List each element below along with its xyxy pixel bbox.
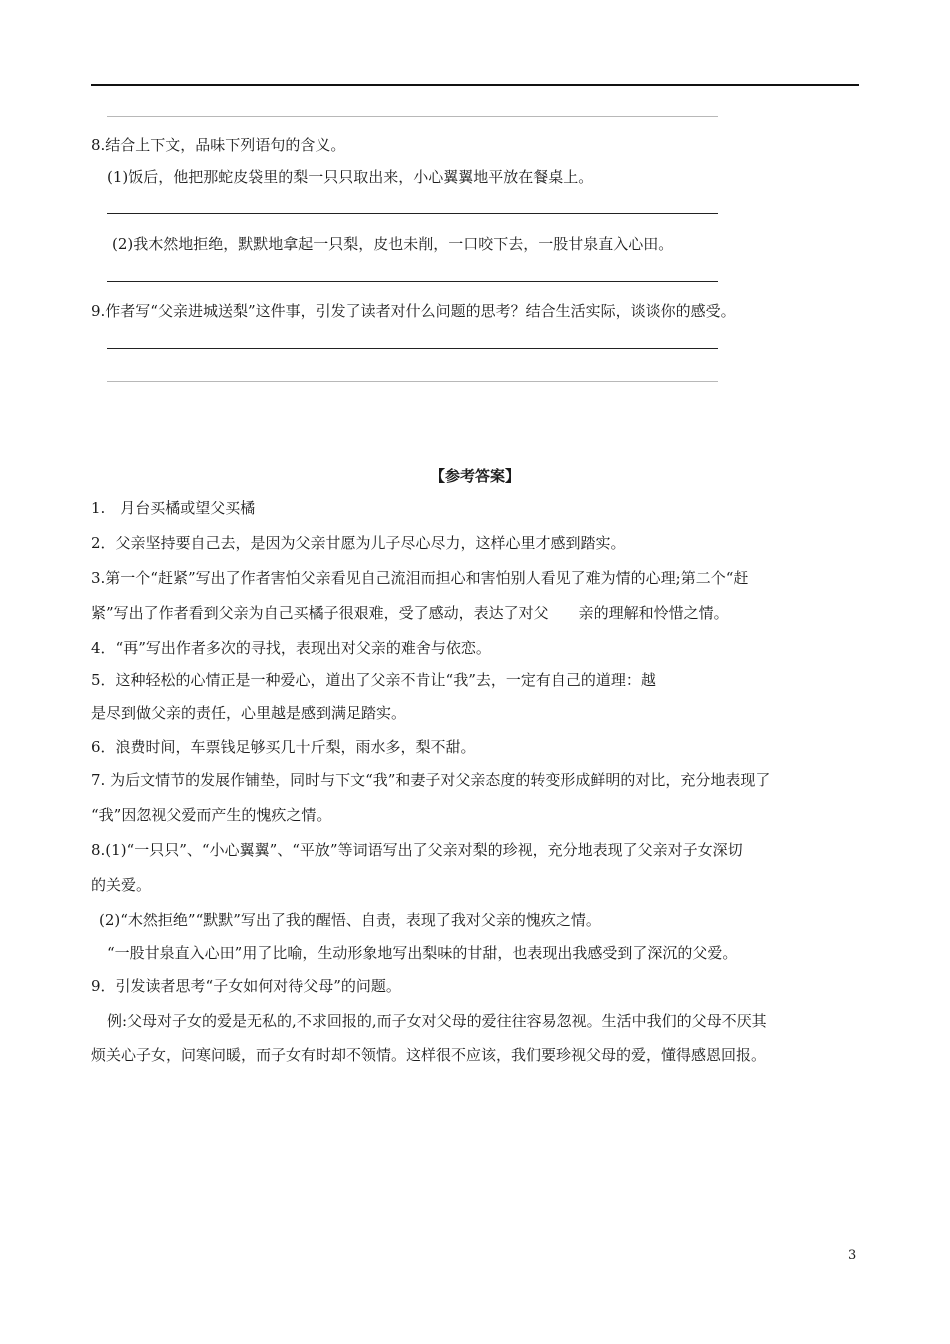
answer-line: [107, 213, 718, 214]
answer-line: [107, 281, 718, 282]
question-8-prompt: 8.结合上下文，品味下列语句的含义。: [91, 136, 346, 154]
answer-8-line-1: 8.(1)“一只只”、“小心翼翼”、“平放”等词语写出了父亲对梨的珍视，充分地表现了父亲对子女深切: [91, 841, 743, 859]
answer-4: 4．“再”写出作者多次的寻找，表现出对父亲的难舍与依恋。: [91, 639, 491, 657]
answer-line: [107, 348, 718, 349]
answer-9-line-1: 9．引发读者思考“子女如何对待父母”的问题。: [91, 977, 401, 995]
question-8-item-1: (1)饭后，他把那蛇皮袋里的梨一只只取出来，小心翼翼地平放在餐桌上。: [107, 168, 594, 186]
question-8-item-2: (2)我木然地拒绝，默默地拿起一只梨，皮也未削，一口咬下去，一股甘泉直入心田。: [112, 235, 674, 253]
answer-9-line-3: 烦关心子女，问寒问暖，而子女有时却不领情。这样很不应该，我们要珍视父母的爱，懂得感恩回报。: [91, 1046, 767, 1064]
answers-heading: 【参考答案】: [429, 467, 520, 485]
answer-8-line-2: 的关爱。: [91, 876, 152, 894]
answer-2: 2．父亲坚持要自己去，是因为父亲甘愿为儿子尽心尽力，这样心里才感到踏实。: [91, 534, 626, 552]
answer-8-line-4: “一股甘泉直入心田”用了比喻，生动形象地写出梨味的甘甜，也表现出我感受到了深沉的父爱。: [107, 944, 738, 962]
answer-1: 1. 月台买橘或望父买橘: [91, 499, 256, 517]
answer-7-line-1: 7. 为后文情节的发展作铺垫，同时与下文“我”和妻子对父亲态度的转变形成鲜明的对比，充分地表现了: [91, 771, 771, 789]
answer-7-line-2: “我”因忽视父爱而产生的愧疚之情。: [91, 806, 332, 824]
answer-line: [107, 116, 718, 117]
answer-9-line-2: 例:父母对子女的爱是无私的,不求回报的,而子女对父母的爱往往容易忽视。生活中我们的父母不厌其: [107, 1012, 767, 1030]
answer-3-line-1: 3.第一个“赶紧”写出了作者害怕父亲看见自己流泪而担心和害怕别人看见了难为情的心理;第二个“赶: [91, 569, 749, 587]
page-number: 3: [848, 1248, 857, 1263]
answer-6: 6．浪费时间，车票钱足够买几十斤梨，雨水多，梨不甜。: [91, 738, 476, 756]
answer-5-line-2: 是尽到做父亲的责任，心里越是感到满足踏实。: [91, 704, 407, 722]
answer-line: [107, 381, 718, 382]
answer-5-line-1: 5．这种轻松的心情正是一种爱心，道出了父亲不肯让“我”去，一定有自己的道理：越: [91, 671, 656, 689]
header-rule: [91, 84, 859, 86]
answer-3-line-2: 紧”写出了作者看到父亲为自己买橘子很艰难，受了感动，表达了对父 亲的理解和怜惜之情。: [91, 604, 729, 622]
question-9-prompt: 9.作者写“父亲进城送梨”这件事，引发了读者对什么问题的思考？结合生活实际，谈谈你的感受。: [91, 302, 736, 320]
answer-8-line-3: (2)“木然拒绝”“默默”写出了我的醒悟、自责，表现了我对父亲的愧疚之情。: [99, 911, 601, 929]
